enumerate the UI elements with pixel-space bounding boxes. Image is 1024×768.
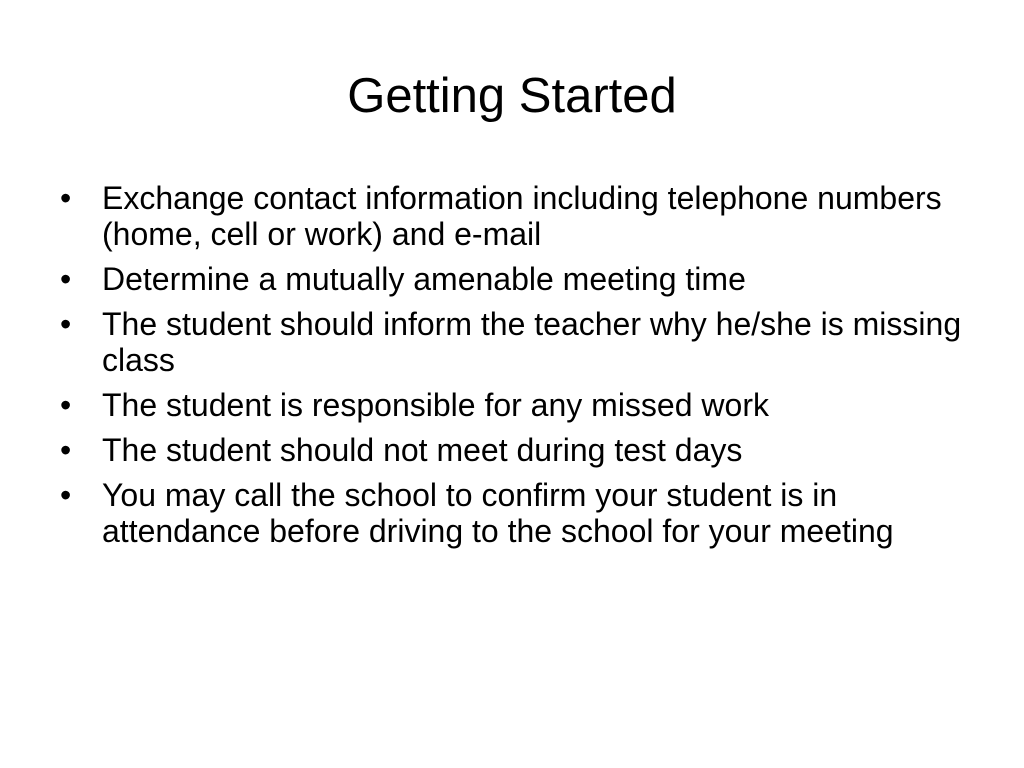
bullet-list bbox=[58, 180, 978, 558]
bullet-text: The student should not meet during test days bbox=[102, 432, 743, 468]
bullet-item bbox=[58, 261, 978, 297]
bullet-text: Exchange contact information including telephone numbers (home, cell or work) and e-mail bbox=[102, 180, 942, 252]
bullet-icon: • bbox=[60, 306, 72, 342]
bullet-icon: • bbox=[60, 432, 72, 468]
bullet-text: The student is responsible for any missed work bbox=[102, 387, 769, 423]
bullet-item bbox=[58, 387, 978, 423]
bullet-icon: • bbox=[60, 477, 72, 513]
bullet-text: Determine a mutually amenable meeting time bbox=[102, 261, 746, 297]
bullet-icon: • bbox=[60, 387, 72, 423]
bullet-item bbox=[58, 306, 978, 378]
bullet-text: You may call the school to confirm your student is in attendance before driving to the school for your meeting bbox=[102, 477, 894, 549]
bullet-text: The student should inform the teacher why he/she is missing class bbox=[102, 306, 962, 378]
bullet-item bbox=[58, 477, 978, 549]
bullet-icon: • bbox=[60, 261, 72, 297]
slide-title: Getting Started bbox=[347, 69, 677, 123]
bullet-icon: • bbox=[60, 180, 72, 216]
bullet-item bbox=[58, 180, 978, 252]
bullet-item bbox=[58, 432, 978, 468]
